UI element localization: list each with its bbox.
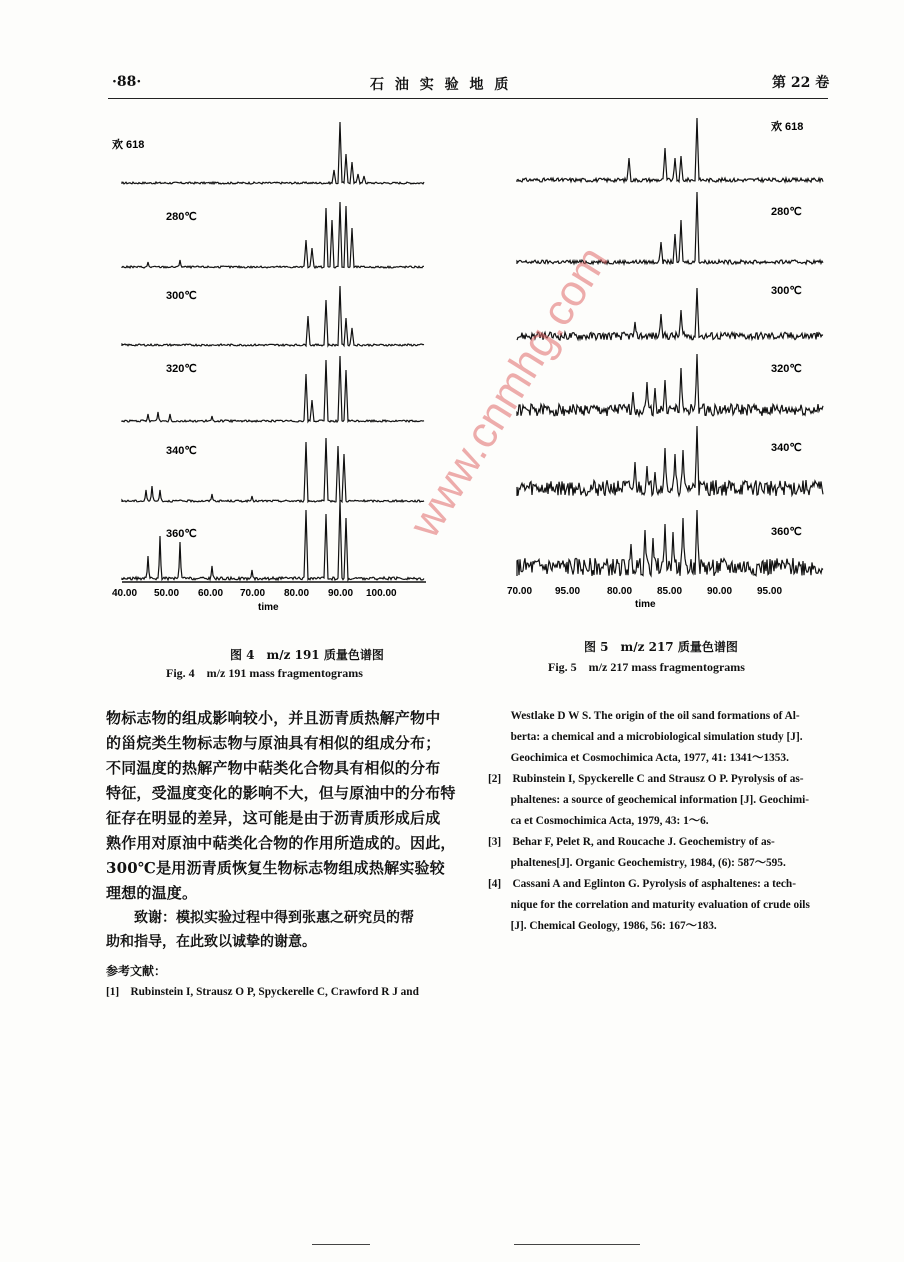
body-line: 熟作用对原油中萜类化合物的作用所造成的。因此， — [106, 834, 456, 852]
fig4-caption-en: Fig. 4 m/z 191 mass fragmentograms — [166, 666, 363, 680]
fig5-trace-line — [517, 426, 823, 496]
references-title: 参考文献： — [106, 964, 167, 978]
body-line: 物标志物的组成影响较小，并且沥青质热解产物中 — [106, 709, 441, 727]
reference-line: Westlake D W S. The origin of the oil sand formations of Al- — [488, 710, 800, 722]
fig5-tick-5: 95.00 — [757, 586, 783, 597]
body-line: 理想的温度。 — [106, 884, 198, 902]
ack-line: 助和指导，在此致以诚挚的谢意。 — [106, 934, 316, 950]
fig5-tick-2: 80.00 — [607, 586, 633, 597]
reference-line: [3] Behar F, Pelet R, and Roucache J. Geochemistry of as- — [488, 836, 775, 848]
fig4-chart — [100, 110, 445, 620]
fig5-trace-label-4: 340℃ — [771, 442, 802, 454]
scan-mark — [312, 1244, 370, 1245]
fig5-xlabel: time — [635, 599, 656, 610]
fig4-tick-6: 100.00 — [366, 588, 397, 599]
fig5-tick-0: 70.00 — [507, 586, 533, 597]
fig4-trace-line — [122, 500, 424, 580]
reference-line: [2] Rubinstein I, Spyckerelle C and Strausz O P. Pyrolysis of as- — [488, 773, 804, 785]
reference-line: [J]. Chemical Geology, 1986, 56: 167～183. — [488, 920, 717, 932]
fig4-trace-label-3: 320℃ — [166, 363, 197, 375]
fig5-tick-3: 85.00 — [657, 586, 683, 597]
fig4-tick-3: 70.00 — [240, 588, 266, 599]
fig4-tick-2: 60.00 — [198, 588, 224, 599]
fig4-trace-label-0: 欢 618 — [112, 139, 145, 151]
reference-line: [4] Cassani A and Eglinton G. Pyrolysis of asphaltenes: a tech- — [488, 878, 796, 890]
body-line: 征存在明显的差异，这可能是由于沥青质形成后成 — [106, 809, 441, 827]
fig5-caption-en: Fig. 5 m/z 217 mass fragmentograms — [548, 660, 745, 674]
reference-left-1: [1] Rubinstein I, Strausz O P, Spyckerelle C, Crawford R J and — [106, 986, 419, 998]
fig4-trace-label-1: 280℃ — [166, 211, 197, 223]
volume-label: 第 22 卷 — [772, 75, 830, 91]
fig4-tick-1: 50.00 — [154, 588, 180, 599]
body-line: 的甾烷类生物标志物与原油具有相似的组成分布； — [106, 734, 441, 752]
body-line: 300℃是用沥青质恢复生物标志物组成热解实验较 — [106, 859, 445, 877]
body-line: 不同温度的热解产物中萜类化合物具有相似的分布 — [106, 759, 441, 777]
fig5-trace-line — [517, 510, 823, 576]
reference-line: nique for the correlation and maturity evaluation of crude oils — [488, 899, 810, 911]
fig4-tick-5: 90.00 — [328, 588, 354, 599]
fig5-trace-label-2: 300℃ — [771, 285, 802, 297]
fig4-trace-label-5: 360℃ — [166, 528, 197, 540]
journal-title: 石 油 实 验 地 质 — [370, 77, 512, 93]
reference-line: berta: a chemical and a microbiological simulation study [J]. — [488, 731, 803, 743]
header-rule — [108, 98, 828, 99]
acknowledgement — [106, 906, 462, 954]
ack-line: 致谢：模拟实验过程中得到张惠之研究员的帮 — [106, 910, 414, 926]
reference-line: phaltenes[J]. Organic Geochemistry, 1984, (6): 587～595. — [488, 857, 786, 869]
page-number: ·88· — [112, 74, 142, 90]
fig4-tick-4: 80.00 — [284, 588, 310, 599]
fig4-xlabel: time — [258, 602, 279, 613]
scan-mark — [514, 1244, 640, 1245]
fig5-trace-label-1: 280℃ — [771, 206, 802, 218]
body-text — [106, 706, 462, 906]
fig4-trace-label-4: 340℃ — [166, 445, 197, 457]
fig5-trace-line — [517, 192, 823, 264]
fig5-trace-label-5: 360℃ — [771, 526, 802, 538]
references-right — [488, 706, 833, 937]
reference-line: Geochimica et Cosmochimica Acta, 1977, 41: 1341～1353. — [488, 752, 789, 764]
fig5-caption-cn: 图 5 m/z 217 质量色谱图 — [584, 640, 738, 654]
fig4-trace-label-2: 300℃ — [166, 290, 197, 302]
fig4-tick-0: 40.00 — [112, 588, 138, 599]
fig5-trace-label-3: 320℃ — [771, 363, 802, 375]
fig4-traces — [122, 122, 424, 580]
fig5-trace-label-0: 欢 618 — [771, 121, 804, 133]
reference-line: ca et Cosmochimica Acta, 1979, 43: 1～6. — [488, 815, 709, 827]
fig5-tick-4: 90.00 — [707, 586, 733, 597]
fig4-trace-line — [122, 122, 424, 184]
body-line: 特征，受温度变化的影响不大，但与原油中的分布特 — [106, 784, 456, 802]
reference-line: phaltenes: a source of geochemical information [J]. Geochimi- — [488, 794, 810, 806]
watermark: www.cnmhg.com — [400, 237, 618, 546]
fig4-caption-cn: 图 4 m/z 191 质量色谱图 — [230, 648, 384, 662]
fig5-tick-1: 95.00 — [555, 586, 581, 597]
